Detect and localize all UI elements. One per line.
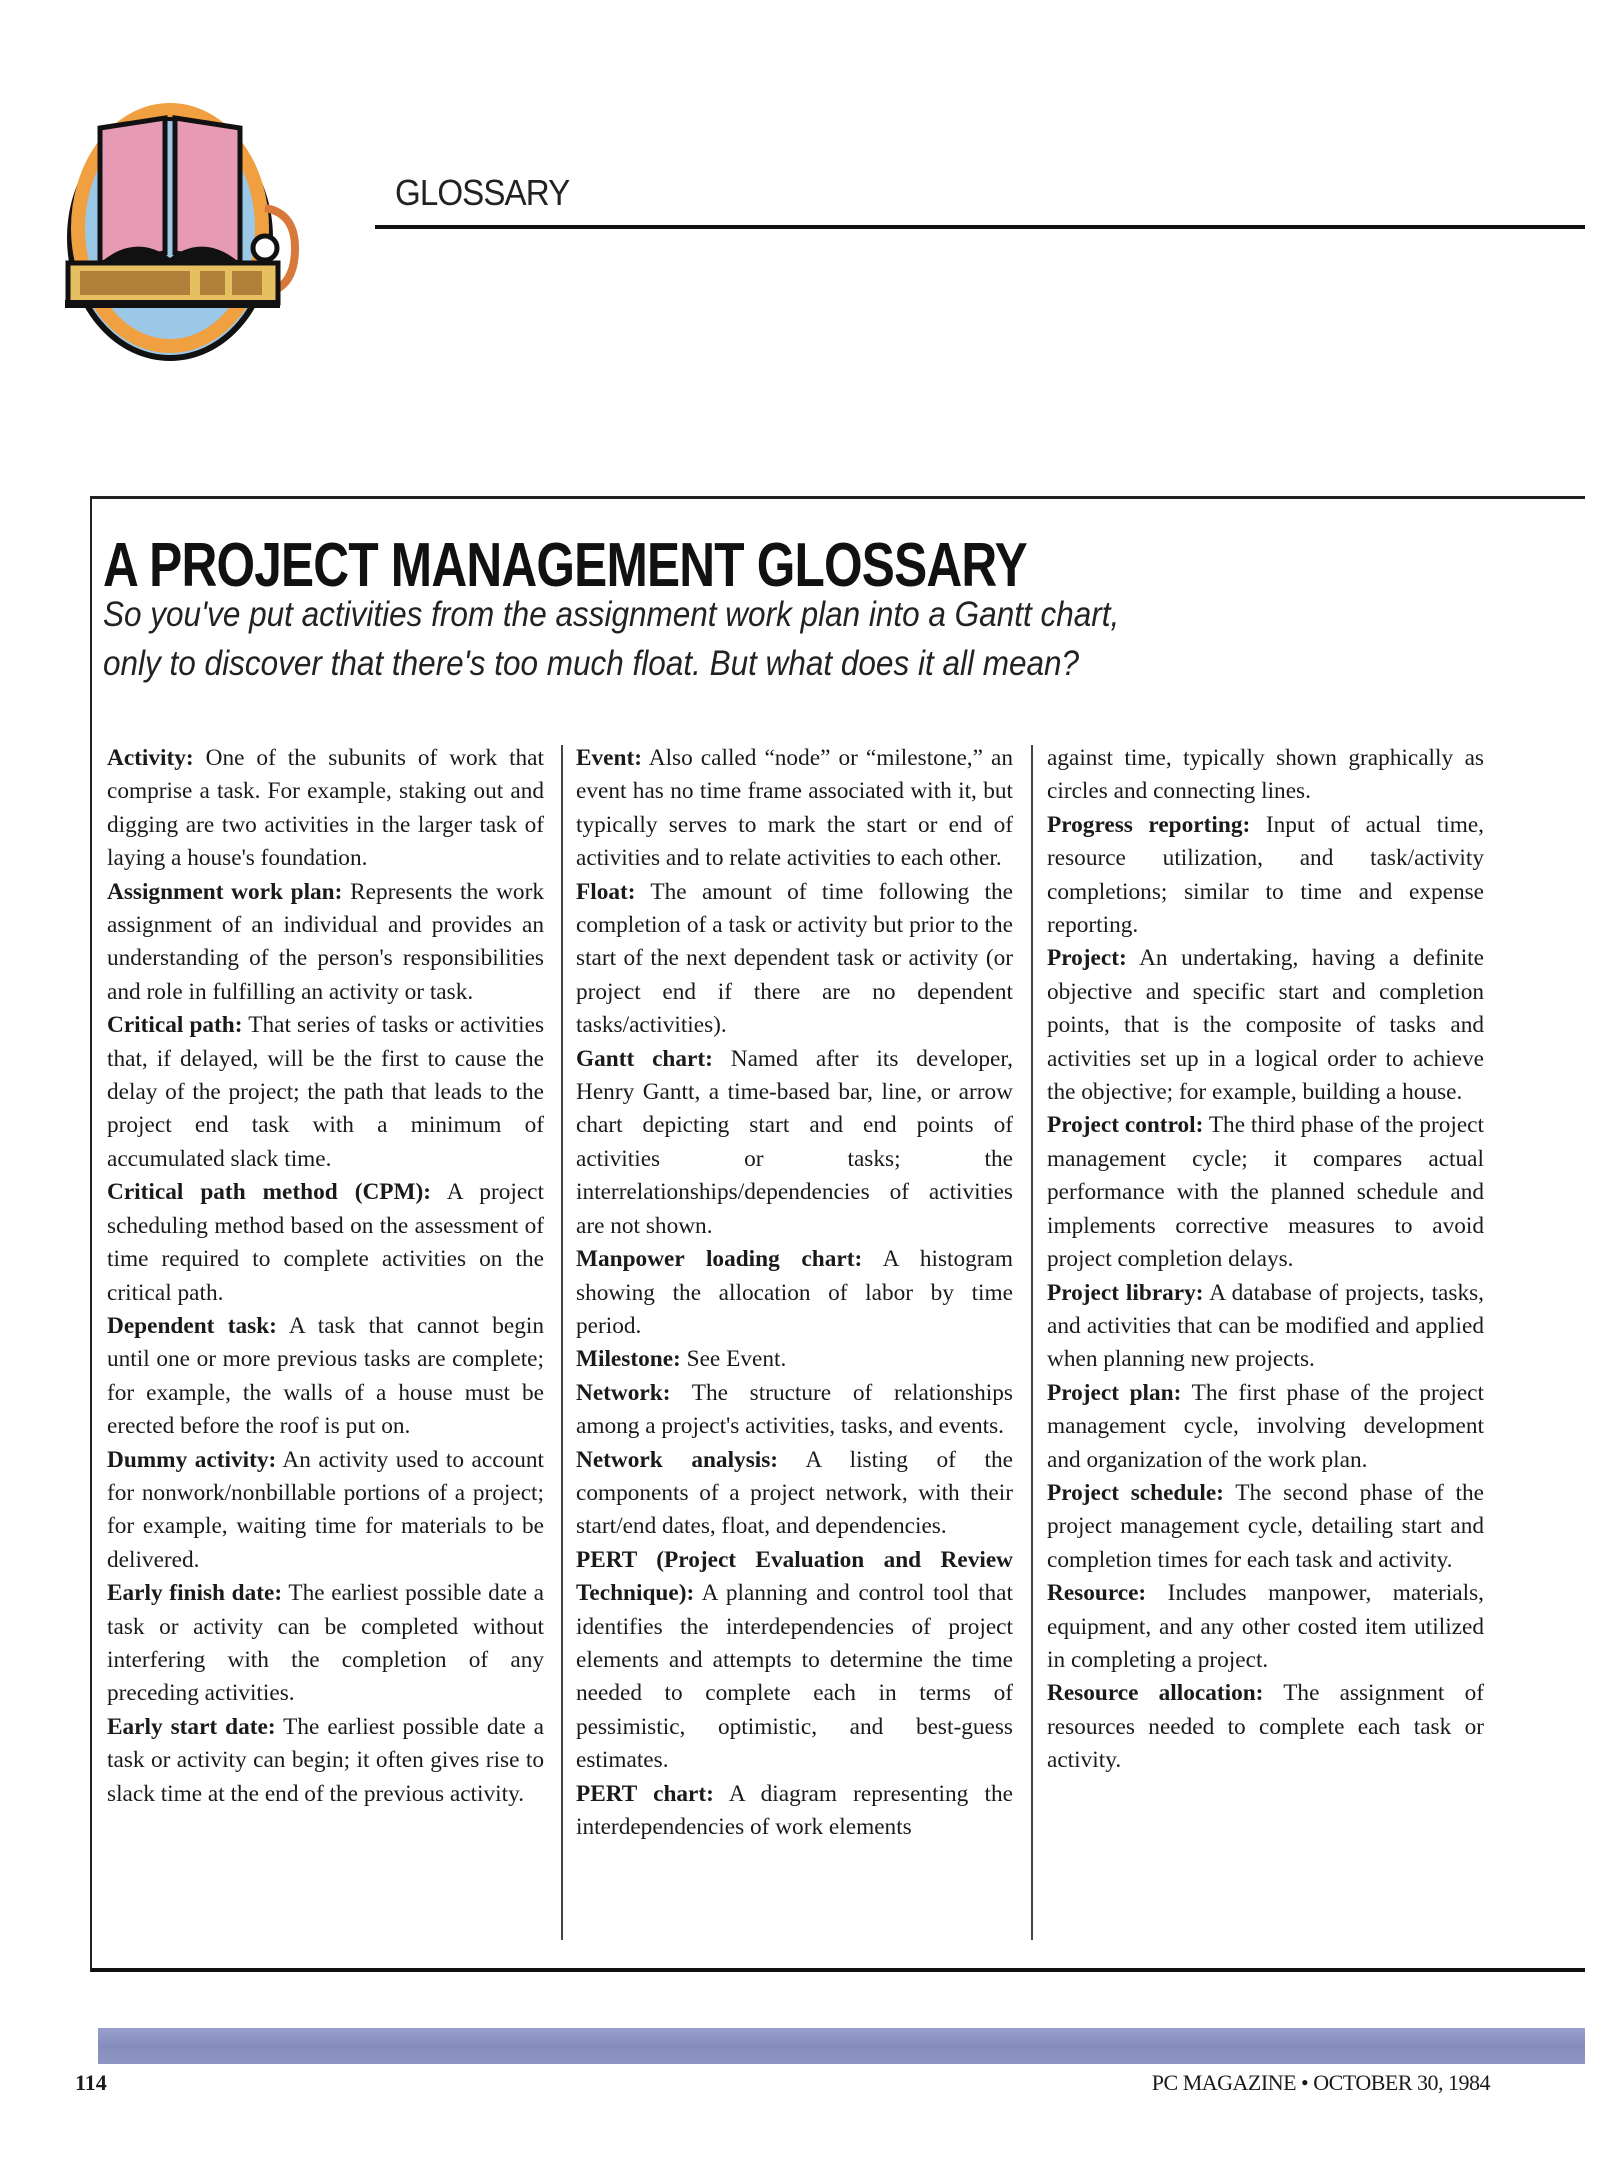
glossary-definition: The earliest possible date a task or activity can be completed without interfering with the completion of any preceding activities.: [107, 1580, 544, 1707]
glossary-entry: [576, 1544, 1013, 1778]
glossary-term: Manpower loading chart:: [576, 1246, 863, 1273]
article-subtitle: [103, 590, 1119, 688]
glossary-entry: [576, 1343, 1013, 1376]
glossary-term: Early finish date:: [107, 1580, 283, 1607]
column-divider: [561, 745, 563, 1940]
glossary-term: Resource:: [1047, 1580, 1147, 1607]
glossary-entry: [107, 1711, 544, 1811]
glossary-definition: See Event.: [680, 1346, 787, 1373]
glossary-definition: The first phase of the project management cycle, involving development and organization of the work plan.: [1047, 1379, 1484, 1473]
glossary-entry: [576, 1444, 1013, 1544]
glossary-term: PERT (Project Evaluation and Review Technique):: [576, 1546, 1013, 1607]
glossary-column-2: [576, 742, 1013, 1844]
glossary-definition: A histogram showing the allocation of labor by time period.: [576, 1246, 1013, 1339]
glossary-entry: [1047, 1277, 1484, 1377]
glossary-entry: [107, 1310, 544, 1444]
publication-line: PC MAGAZINE • OCTOBER 30, 1984: [1151, 2070, 1490, 2095]
glossary-definition: A database of projects, tasks, and activities that can be modified and applied when planning new projects.: [1047, 1279, 1484, 1373]
glossary-term: Project plan:: [1047, 1379, 1182, 1406]
page-number: 114: [75, 2070, 107, 2095]
glossary-entry: [576, 1043, 1013, 1243]
glossary-definition: A diagram representing the interdependencies of work elements: [576, 1780, 1013, 1840]
glossary-term: Project library:: [1047, 1279, 1204, 1306]
glossary-definition: A project scheduling method based on the assessment of time required to complete activities on the critical path.: [107, 1179, 544, 1306]
glossary-entry: [576, 1377, 1013, 1444]
glossary-term: Network:: [576, 1379, 671, 1406]
glossary-term: Early start date:: [107, 1713, 276, 1740]
glossary-term: Assignment work plan:: [107, 878, 343, 905]
glossary-entry: [107, 1444, 544, 1578]
glossary-term: Critical path:: [107, 1012, 243, 1039]
glossary-term: Event:: [576, 745, 643, 771]
glossary-entry: [576, 1778, 1013, 1845]
glossary-definition: An undertaking, having a definite objective and specific start and completion points, that is the composite of tasks and activities set up in a logical order to achieve the objective; for example, building a house.: [1047, 945, 1484, 1106]
glossary-column-3: [1047, 742, 1484, 1778]
glossary-definition: Includes manpower, materials, equipment, and any other costed item utilized in completing a project.: [1047, 1580, 1484, 1673]
glossary-entry: [576, 876, 1013, 1043]
glossary-entry: [107, 876, 544, 1010]
glossary-definition: The structure of relationships among a project's activities, tasks, and events.: [576, 1379, 1013, 1440]
glossary-term: Critical path method (CPM):: [107, 1179, 432, 1206]
glossary-entry: [1047, 1377, 1484, 1477]
glossary-entry: [1047, 809, 1484, 943]
glossary-definition: The third phase of the project management cycle; it compares actual performance with the planned schedule and implements corrective measures to avoid project completion delays.: [1047, 1112, 1484, 1273]
glossary-definition: That series of tasks or activities that, if delayed, will be the first to cause the delay of the project; the path that leads to the project end task with a minimum of accumulated slack time.: [107, 1012, 545, 1172]
glossary-definition: A listing of the components of a project network, with their start/end dates, float, and dependencies.: [576, 1446, 1013, 1540]
glossary-entry: [107, 1577, 544, 1711]
glossary-term: Project schedule:: [1047, 1479, 1224, 1506]
glossary-entry: [1047, 942, 1484, 1109]
glossary-entry: [1047, 1577, 1484, 1677]
glossary-definition: Represents the work assignment of an individual and provides an understanding of the person's responsibilities and role in fulfilling an activity or task.: [107, 878, 544, 1005]
glossary-term: Network analysis:: [576, 1446, 779, 1473]
glossary-definition: The second phase of the project management cycle, detailing start and completion times for each task and activity.: [1047, 1479, 1484, 1573]
glossary-column-1: [107, 742, 544, 1811]
glossary-definition: One of the subunits of work that comprise a task. For example, staking out and digging are two activities in the larger task of laying a house's foundation.: [107, 745, 544, 872]
header-rule: [375, 225, 1585, 229]
glossary-term: Float:: [576, 878, 636, 905]
glossary-entry: [1047, 1677, 1484, 1777]
section-label: GLOSSARY: [395, 172, 570, 213]
glossary-definition: Named after its developer, Henry Gantt, a time-based bar, line, or arrow chart depicting start and end points of activities or tasks; the interrelationships/dependencies of activities are not shown.: [576, 1045, 1013, 1239]
glossary-definition: A planning and control tool that identifies the interdependencies of project elements and attempts to determine the time needed to complete each in terms of pessimistic, optimistic, and best-guess estimates.: [576, 1580, 1013, 1774]
glossary-definition: The earliest possible date a task or activity can begin; it often gives rise to slack time at the end of the previous activity.: [107, 1713, 544, 1807]
article-title: A PROJECT MANAGEMENT GLOSSARY: [103, 531, 1027, 600]
glossary-term: Activity:: [107, 745, 194, 771]
glossary-term: Gantt chart:: [576, 1045, 713, 1072]
glossary-entry: [1047, 742, 1484, 809]
glossary-term: Project control:: [1047, 1112, 1204, 1139]
glossary-entry: [107, 1176, 544, 1310]
footer-color-bar: [98, 2028, 1585, 2064]
glossary-definition: An activity used to account for nonwork/nonbillable portions of a project; for example, waiting time for materials to be delivered.: [107, 1446, 544, 1573]
glossary-term: Dummy activity:: [107, 1446, 277, 1473]
glossary-entry: [576, 1243, 1013, 1343]
subtitle-line: only to discover that there's too much float. But what does it all mean?: [103, 644, 1080, 683]
glossary-definition: A task that cannot begin until one or more previous tasks are complete; for example, the walls of a house must be erected before the roof is put on.: [107, 1312, 544, 1440]
book-computer-logo-icon: [60, 88, 390, 363]
glossary-term: Resource allocation:: [1047, 1680, 1264, 1707]
glossary-term: PERT chart:: [576, 1780, 714, 1807]
glossary-term: Progress reporting:: [1047, 811, 1251, 838]
glossary-term: Dependent task:: [107, 1312, 277, 1339]
subtitle-line: So you've put activities from the assignment work plan into a Gantt chart,: [103, 595, 1120, 634]
glossary-definition: Also called “node” or “milestone,” an event has no time frame associated with it, but typically serves to mark the start or end of activities and to relate activities to each other.: [576, 745, 1013, 872]
glossary-definition: The amount of time following the completion of a task or activity but prior to the start of the next dependent task or activity (or project end if there are no dependent tasks/activities).: [576, 878, 1013, 1039]
glossary-entry: [1047, 1477, 1484, 1577]
glossary-term: Milestone:: [576, 1346, 681, 1373]
glossary-entry: [107, 1009, 544, 1176]
glossary-term: Project:: [1047, 945, 1127, 972]
glossary-definition: The assignment of resources needed to complete each task or activity.: [1047, 1680, 1484, 1774]
glossary-definition: against time, typically shown graphically as circles and connecting lines.: [1047, 745, 1484, 805]
glossary-entry: [107, 742, 544, 876]
column-divider: [1031, 745, 1033, 1940]
glossary-entry: [576, 742, 1013, 876]
glossary-entry: [1047, 1109, 1484, 1276]
glossary-definition: Input of actual time, resource utilization, and task/activity completions; similar to time and expense reporting.: [1047, 811, 1484, 939]
